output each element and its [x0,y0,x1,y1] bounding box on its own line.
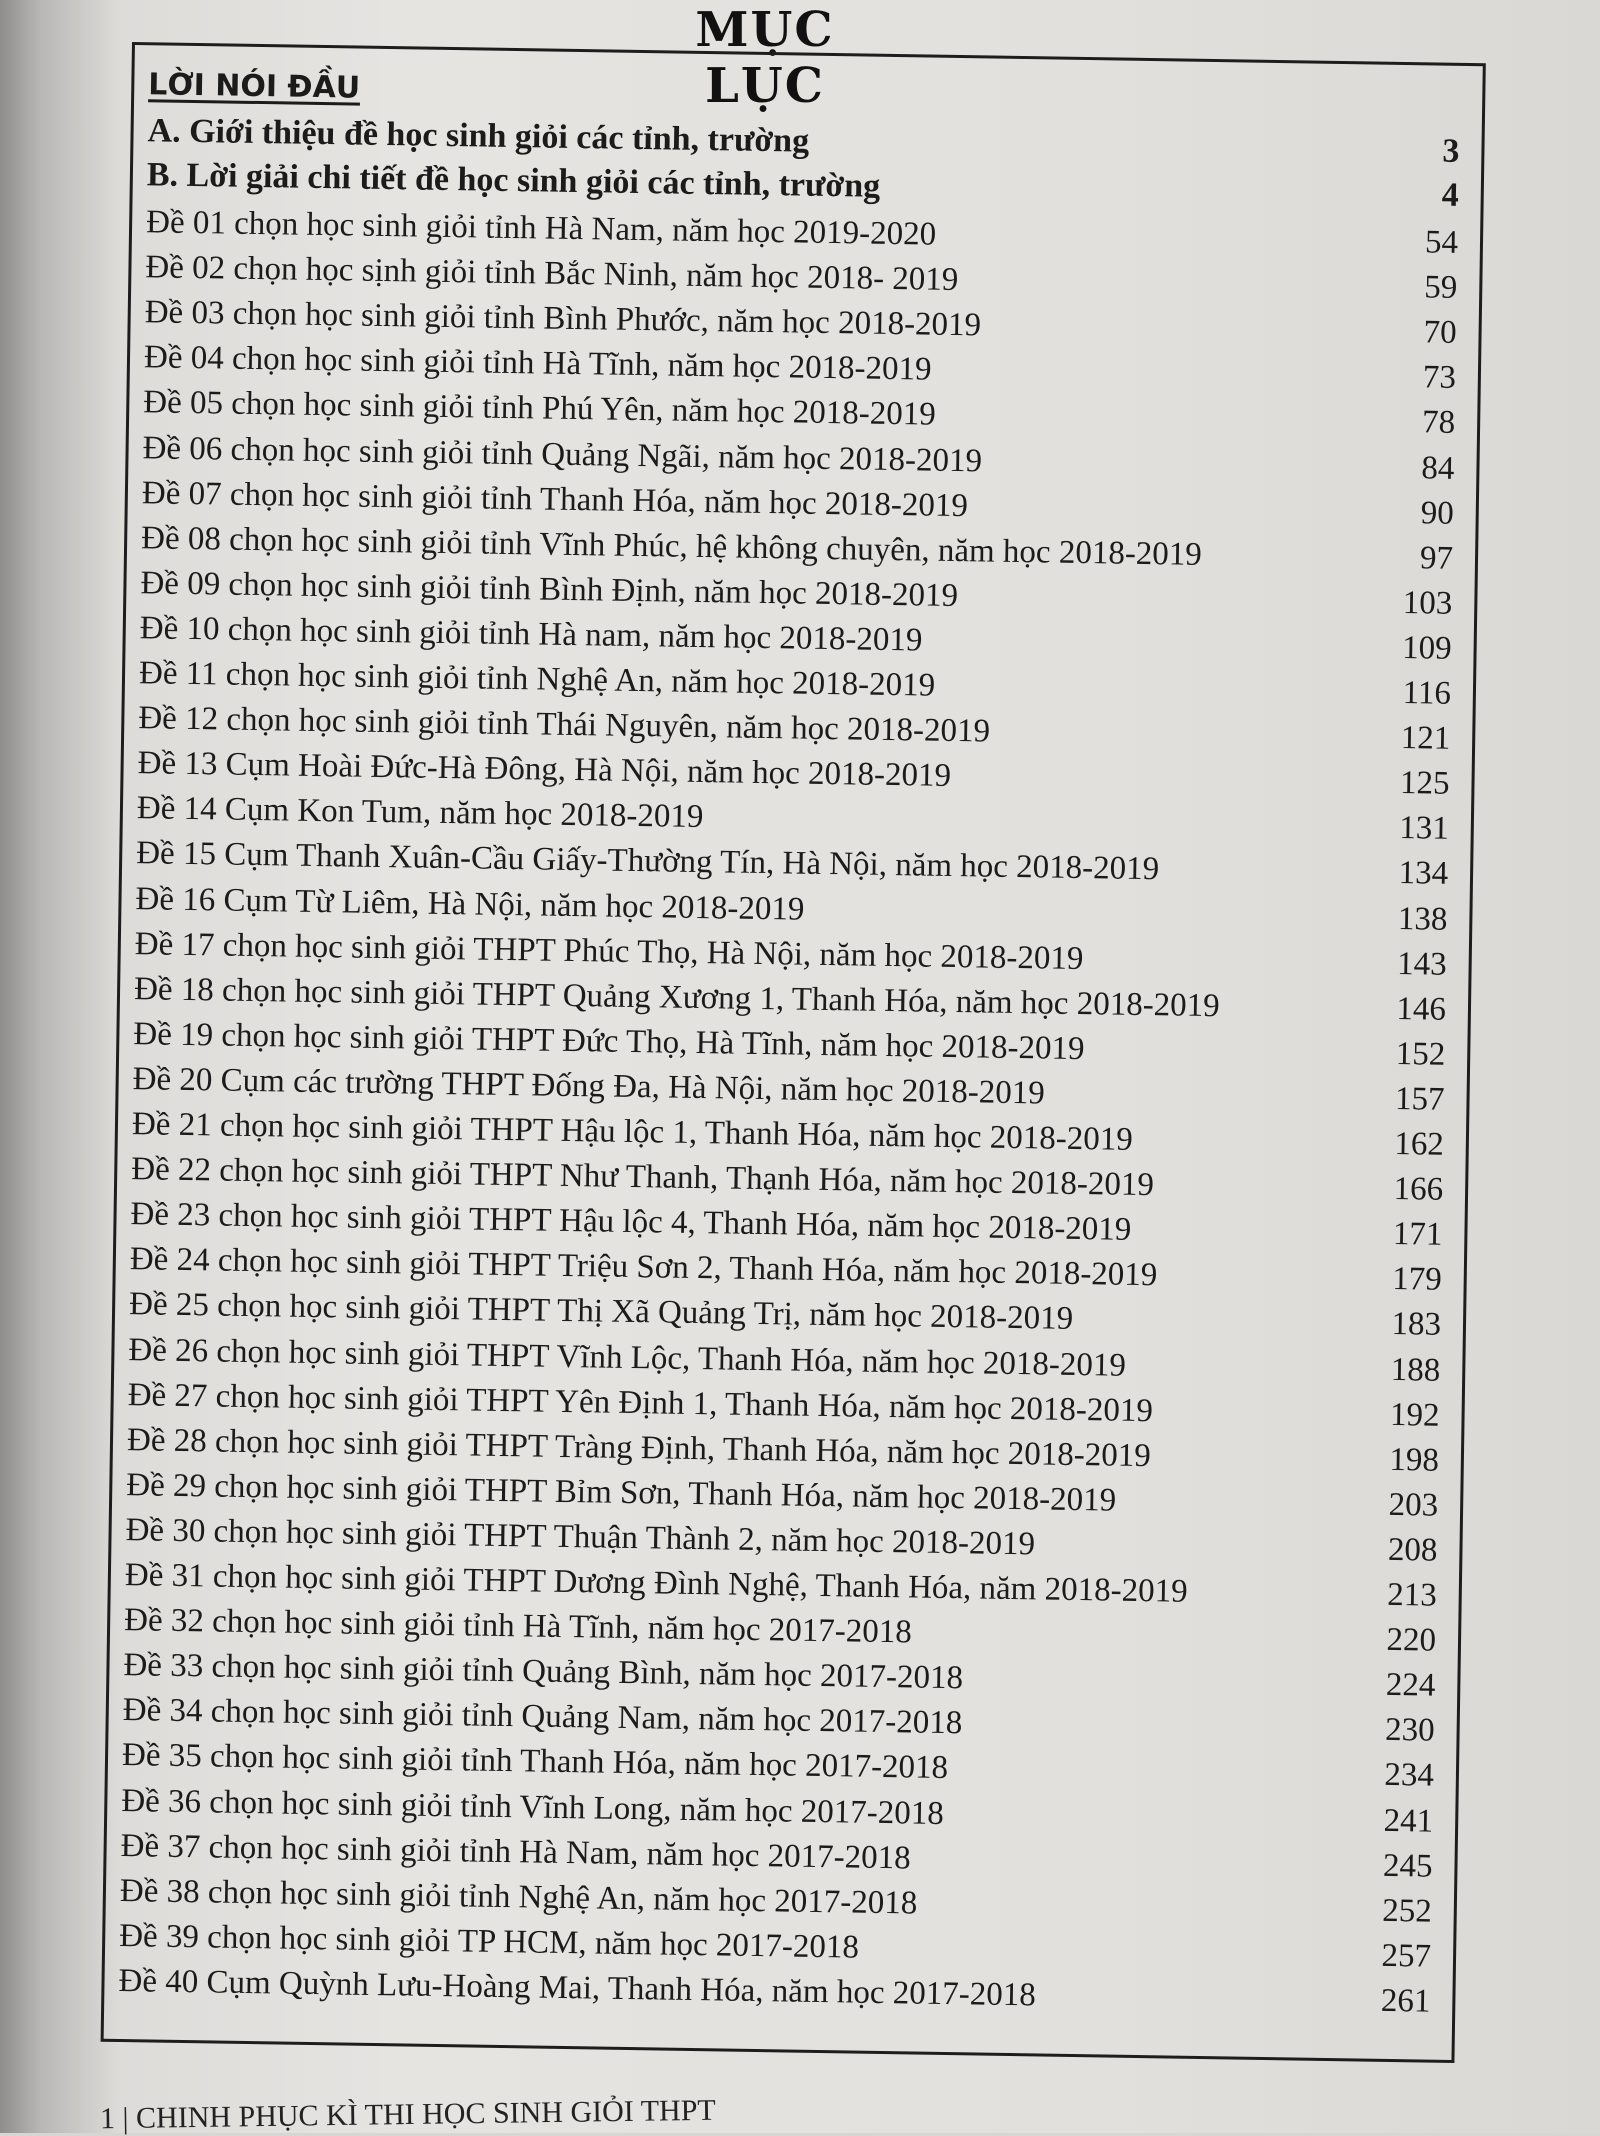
entry-title: Đề 32 chọn học sinh giỏi tỉnh Hà Tĩnh, năm học 2017-2018 [123,1602,913,1651]
entry-page-number: 73 [1422,359,1457,397]
entry-page-number: 245 [1382,1847,1433,1885]
entry-title: Đề 12 chọn học sinh giỏi tỉnh Thái Nguyên, năm học 2018-2019 [138,700,991,750]
entry-title: Đề 25 chọn học sinh giỏi THPT Thị Xã Quảng Trị, năm học 2018-2019 [128,1286,1074,1338]
entry-page-number: 134 [1398,855,1449,893]
entry-title: Đề 28 chọn học sinh giỏi THPT Tràng Định, Thanh Hóa, năm học 2018-2019 [126,1421,1152,1474]
section-title: B. Lời giải chi tiết đề học sinh giỏi các tỉnh, trường [146,156,881,205]
entry-page-number: 208 [1387,1531,1438,1569]
entry-title: Đề 16 Cụm Từ Liêm, Hà Nội, năm học 2018-2019 [135,880,805,928]
entry-page-number: 121 [1400,720,1451,757]
entry-page-number: 162 [1394,1125,1445,1163]
entry-title: Đề 22 chọn học sinh giỏi THPT Như Thanh, Thạnh Hóa, năm học 2018-2019 [131,1151,1155,1204]
entry-page-number: 138 [1397,900,1448,938]
entry-title: Đề 38 chọn học sinh giỏi tỉnh Nghệ An, năm học 2017-2018 [119,1872,918,1922]
entry-page-number: 125 [1399,765,1450,802]
entry-title: Đề 02 chọn học sịnh giỏi tỉnh Bắc Ninh, năm học 2018- 2019 [145,249,959,299]
entry-title: Đề 21 chọn học sinh giỏi THPT Hậu lộc 1, Thanh Hóa, năm học 2018-2019 [131,1106,1134,1158]
entry-title: Đề 13 Cụm Hoài Đức-Hà Đông, Hà Nội, năm học 2018-2019 [137,745,952,795]
entry-title: Đề 31 chọn học sinh giỏi THPT Dương Đình Nghệ, Thanh Hóa, năm 2018-2019 [124,1557,1188,1610]
entry-title: Đề 36 chọn học sinh giỏi tỉnh Vĩnh Long, năm học 2017-2018 [121,1782,945,1832]
entry-page-number: 97 [1419,539,1454,577]
entry-page-number: 84 [1421,449,1455,487]
section-title: A. Giới thiệu đề học sinh giỏi các tỉnh, trường [147,112,810,160]
entry-title: Đề 03 chọn học sinh giỏi tỉnh Bình Phước, năm học 2018-2019 [144,294,982,344]
entry-title: Đề 01 chọn học sinh giỏi tỉnh Hà Nam, năm học 2019-2020 [145,204,937,253]
entry-title: Đề 33 chọn học sinh giỏi tỉnh Quảng Bình, năm học 2017-2018 [123,1647,964,1697]
entry-title: Đề 05 chọn học sinh giỏi tỉnh Phú Yên, năm học 2018-2019 [143,384,937,434]
entry-title: Đề 23 chọn học sinh giỏi THPT Hậu lộc 4, Thanh Hóa, năm học 2018-2019 [130,1196,1132,1249]
table-of-contents [101,42,1486,2063]
entry-page-number: 116 [1402,675,1452,712]
entry-page-number: 59 [1424,269,1458,306]
entry-page-number: 146 [1396,990,1447,1028]
entry-title: Đề 18 chọn học sinh giỏi THPT Quảng Xương 1, Thanh Hóa, năm học 2018-2019 [133,970,1220,1024]
entry-title: Đề 10 chọn học sinh giỏi tỉnh Hà nam, năm học 2018-2019 [139,610,923,659]
entry-title: Đề 30 chọn học sinh giỏi THPT Thuận Thành 2, năm học 2018-2019 [125,1511,1036,1563]
entry-page-number: 183 [1391,1306,1442,1344]
entry-page-number: 203 [1388,1486,1439,1524]
entry-page-number: 179 [1391,1261,1442,1299]
section-page-number: 3 [1442,132,1460,170]
entry-title: Đề 40 Cụm Quỳnh Lưu-Hoàng Mai, Thanh Hóa, năm học 2017-2018 [118,1962,1037,2014]
entry-page-number: 257 [1381,1937,1432,1975]
entry-page-number: 78 [1421,404,1456,442]
entry-title: Đề 34 chọn học sinh giỏi tỉnh Quảng Nam, năm học 2017-2018 [122,1692,963,1742]
entry-title: Đề 37 chọn học sinh giỏi tỉnh Hà Nam, năm học 2017-2018 [120,1827,911,1877]
entry-page-number: 157 [1394,1080,1445,1118]
entry-title: Đề 26 chọn học sinh giỏi THPT Vĩnh Lộc, Thanh Hóa, năm học 2018-2019 [128,1331,1127,1384]
entry-title: Đề 20 Cụm các trường THPT Đống Đa, Hà Nội, năm học 2018-2019 [132,1061,1046,1112]
entry-page-number: 90 [1420,494,1455,532]
entry-title: Đề 11 chọn học sinh giỏi tỉnh Nghệ An, năm học 2018-2019 [138,655,936,704]
entry-title: Đề 09 chọn học sinh giỏi tỉnh Bình Định, năm học 2018-2019 [140,564,959,614]
entry-title: Đề 06 chọn học sinh giỏi tỉnh Quảng Ngãi, năm học 2018-2019 [142,429,983,479]
entry-page-number: 131 [1399,810,1450,848]
entry-page-number: 241 [1383,1802,1434,1840]
entry-page-number: 70 [1423,314,1457,352]
entry-title: Đề 39 chọn học sinh giỏi TP HCM, năm học 2017-2018 [118,1917,860,1966]
entry-page-number: 143 [1396,945,1447,983]
entry-page-number: 171 [1392,1216,1443,1253]
entry-title: Đề 07 chọn học sinh giỏi tỉnh Thanh Hóa, năm học 2018-2019 [141,474,969,524]
entry-page-number: 192 [1389,1396,1440,1434]
entry-title: Đề 29 chọn học sinh giỏi THPT Bỉm Sơn, Thanh Hóa, năm học 2018-2019 [126,1466,1117,1519]
page-footer: 1 | CHINH PHỤC KÌ THI HỌC SINH GIỎI THPT [99,2093,716,2136]
entry-page-number: 261 [1380,1982,1431,2020]
entry-page-number: 252 [1382,1892,1433,1930]
entry-title: Đề 04 chọn học sinh giỏi tỉnh Hà Tĩnh, năm học 2018-2019 [143,339,932,388]
entry-title: Đề 14 Cụm Kon Tum, năm học 2018-2019 [136,790,704,836]
entry-title: Đề 15 Cụm Thanh Xuân-Cầu Giấy-Thường Tín, Hà Nội, năm học 2018-2019 [135,835,1160,888]
entry-page-number: 198 [1389,1441,1440,1479]
entry-page-number: 152 [1395,1035,1446,1073]
entry-page-number: 220 [1386,1621,1437,1659]
entry-title: Đề 27 chọn học sinh giỏi THPT Yên Định 1, Thanh Hóa, năm học 2018-2019 [127,1376,1154,1429]
entry-page-number: 230 [1384,1712,1435,1749]
entry-page-number: 213 [1386,1576,1438,1614]
entry-title: Đề 35 chọn học sinh giỏi tỉnh Thanh Hóa, năm học 2017-2018 [121,1737,949,1787]
entry-page-number: 188 [1390,1351,1441,1389]
entry-page-number: 103 [1402,584,1453,622]
entry-page-number: 224 [1385,1667,1436,1704]
entry-page-number: 166 [1393,1171,1444,1208]
entry-title: Đề 19 chọn học sinh giỏi THPT Đức Thọ, Hà Tĩnh, năm học 2018-2019 [133,1015,1085,1067]
entry-page-number: 234 [1384,1757,1435,1795]
entry-title: Đề 17 chọn học sinh giỏi THPT Phúc Thọ, Hà Nội, năm học 2018-2019 [134,925,1084,977]
page-title: MỤC LỤC [695,2,835,114]
entry-title: Đề 24 chọn học sinh giỏi THPT Triệu Sơn 2, Thanh Hóa, năm học 2018-2019 [129,1241,1158,1294]
section-page-number: 4 [1441,176,1460,214]
preface-heading: LỜI NÓI ĐẦU [148,67,361,106]
entry-title: Đề 08 chọn học sinh giỏi tỉnh Vĩnh Phúc, hệ không chuyên, năm học 2018-2019 [140,519,1203,573]
entry-page-number: 54 [1424,224,1459,261]
entry-page-number: 109 [1401,629,1452,667]
